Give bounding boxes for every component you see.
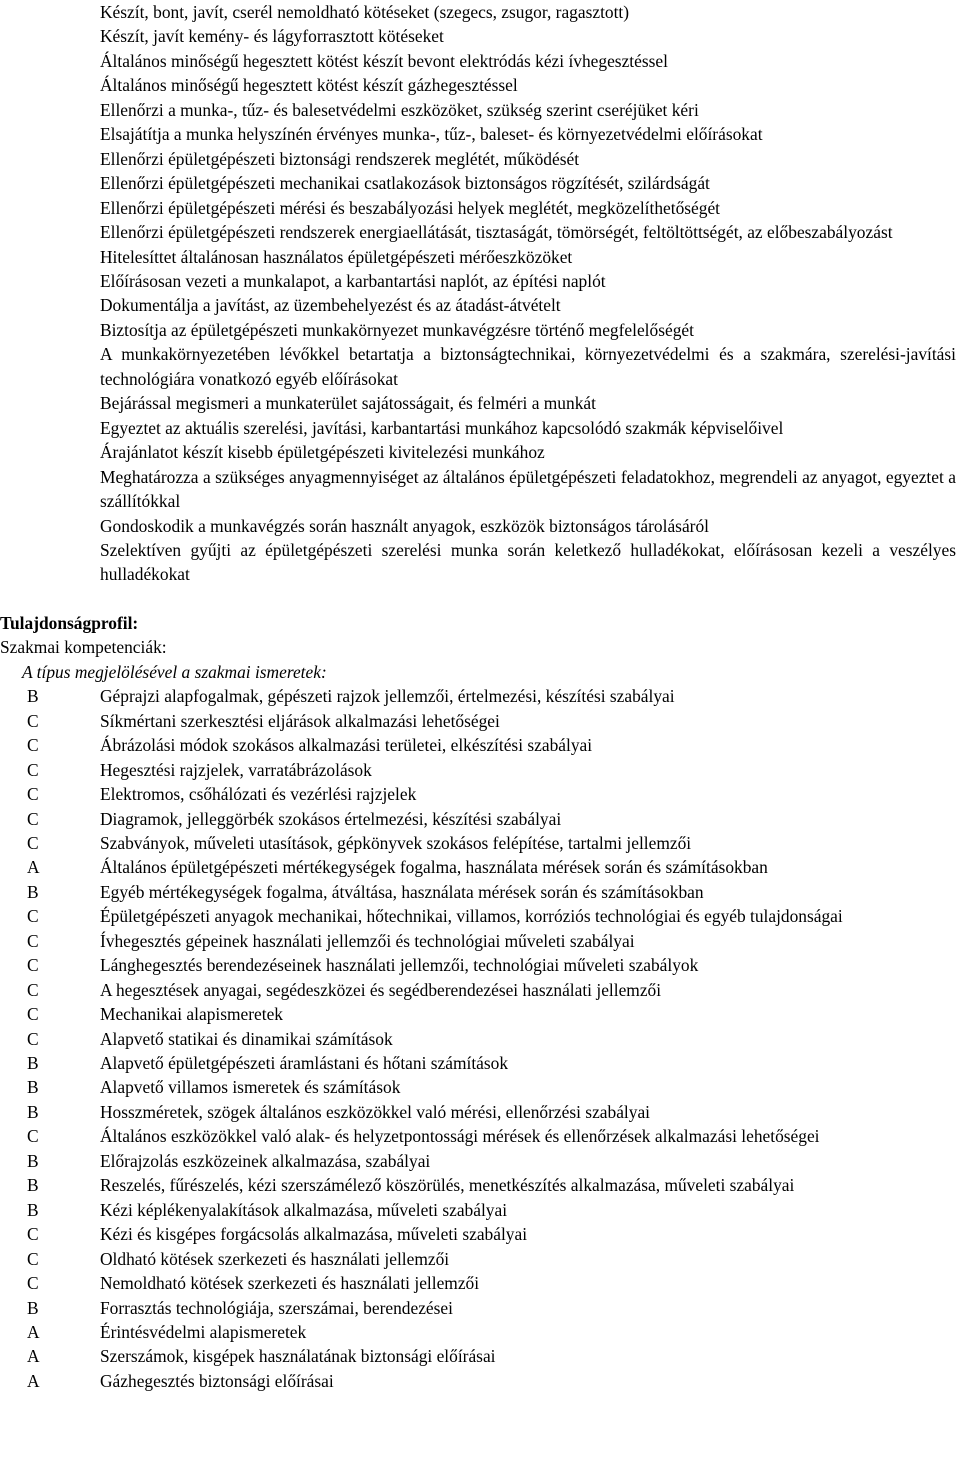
section-title: Tulajdonságprofil:	[0, 612, 139, 633]
competency-description: Alapvető statikai és dinamikai számítások	[100, 1028, 393, 1049]
competency-type-code: B	[27, 1101, 39, 1122]
competency-row	[0, 1369, 956, 1393]
competency-row	[0, 1222, 956, 1246]
competency-row	[0, 1198, 956, 1222]
competency-type-code: C	[27, 1273, 39, 1294]
competency-description: Alapvető villamos ismeretek és számítások	[100, 1077, 401, 1098]
task-item: Általános minőségű hegesztett kötést készít gázhegesztéssel	[100, 75, 518, 96]
competency-row	[0, 1149, 956, 1173]
competency-description: Síkmértani szerkesztési eljárások alkalmazási lehetőségei	[100, 710, 500, 731]
competency-description: Kézi képlékenyalakítások alkalmazása, műveleti szabályai	[100, 1199, 508, 1220]
competency-type-code: C	[27, 832, 39, 853]
task-item: Bejárással megismeri a munkaterület sajátosságait, és felméri a munkát	[100, 393, 596, 414]
competency-type-code: C	[27, 906, 39, 927]
competency-row	[0, 709, 956, 733]
competency-row	[0, 807, 956, 831]
competency-description: Ívhegesztés gépeinek használati jellemzői és technológiai műveleti szabályai	[100, 930, 635, 951]
competency-description: Szabványok, műveleti utasítások, gépkönyvek szokásos felépítése, tartalmi jellemzői	[100, 832, 692, 853]
competency-type-code: B	[27, 1077, 39, 1098]
competency-row	[0, 1344, 956, 1368]
task-item: Árajánlatot készít kisebb épületgépészeti kivitelezési munkához	[100, 442, 545, 463]
competency-row	[0, 782, 956, 806]
competency-row	[0, 758, 956, 782]
competency-type-code: C	[27, 1028, 39, 1049]
competency-type-code: B	[27, 1297, 39, 1318]
competency-type-code: B	[27, 1175, 39, 1196]
competency-intro: A típus megjelölésével a szakmai ismeretek:	[22, 661, 327, 682]
competency-type-code: C	[27, 710, 39, 731]
task-item: Biztosítja az épületgépészeti munkakörnyezet munkavégzésre történő megfelelőségét	[100, 319, 694, 340]
competency-row	[0, 978, 956, 1002]
competency-row	[0, 1100, 956, 1124]
competency-row	[0, 1124, 956, 1148]
competency-type-code: C	[27, 735, 39, 756]
competency-type-code: C	[27, 1004, 39, 1025]
competency-description: A hegesztések anyagai, segédeszközei és segédberendezései használati jellemzői	[100, 979, 662, 1000]
task-item: Készít, javít kemény- és lágyforrasztott kötéseket	[100, 26, 444, 47]
task-item: Meghatározza a szükséges anyagmennyiséget az általános épületgépészeti feladatokhoz, megrendeli az anyagot, egyeztet a szállítókkal	[100, 466, 956, 512]
competency-type-code: C	[27, 1224, 39, 1245]
task-item: Hitelesíttet általánosan használatos épületgépészeti mérőeszközöket	[100, 246, 573, 267]
task-item: Ellenőrzi épületgépészeti mechanikai csatlakozások biztonságos rögzítését, szilárdságát	[100, 173, 710, 194]
competency-type-code: C	[27, 808, 39, 829]
competency-type-code: A	[27, 1322, 40, 1343]
competency-description: Gázhegesztés biztonsági előírásai	[100, 1370, 334, 1391]
competency-row	[0, 1051, 956, 1075]
competency-type-code: B	[27, 1053, 39, 1074]
competency-row	[0, 1027, 956, 1051]
task-item: Egyeztet az aktuális szerelési, javítási, karbantartási munkához kapcsolódó szakmák képviselőivel	[100, 417, 784, 438]
task-list	[100, 0, 956, 587]
task-item: Ellenőrzi épületgépészeti rendszerek energiaellátását, tisztaságát, tömörségét, feltöltöttségét, az előbeszabályozást	[100, 222, 893, 243]
competency-row	[0, 904, 956, 928]
competency-description: Alapvető épületgépészeti áramlástani és hőtani számítások	[100, 1053, 509, 1074]
competency-row	[0, 953, 956, 977]
competency-type-code: B	[27, 1199, 39, 1220]
competency-row	[0, 1271, 956, 1295]
competency-type-code: C	[27, 979, 39, 1000]
competency-row	[0, 880, 956, 904]
competency-type-code: C	[27, 1248, 39, 1269]
competency-description: Előrajzolás eszközeinek alkalmazása, szabályai	[100, 1150, 431, 1171]
task-item: Ellenőrzi a munka-, tűz- és balesetvédelmi eszközöket, szükség szerint cseréjüket kéri	[100, 99, 699, 120]
task-item: Általános minőségű hegesztett kötést készít bevont elektródás kézi ívhegesztéssel	[100, 50, 668, 71]
competency-description: Diagramok, jelleggörbék szokásos értelmezési, készítési szabályai	[100, 808, 562, 829]
competency-description: Érintésvédelmi alapismeretek	[100, 1322, 307, 1343]
competency-description: Ábrázolási módok szokásos alkalmazási területei, elkészítési szabályai	[100, 735, 593, 756]
task-item: A munkakörnyezetében lévőkkel betartatja a biztonságtechnikai, környezetvédelmi és a szakmára, szerelési-javítási technológiára vonatkozó egyéb előírásokat	[100, 344, 956, 389]
competency-type-code: C	[27, 1126, 39, 1147]
task-item: Elsajátítja a munka helyszínén érvényes munka-, tűz-, baleset- és környezetvédelmi előírásokat	[100, 124, 763, 145]
competency-row	[0, 1320, 956, 1344]
competency-type-code: A	[27, 857, 40, 878]
competency-description: Reszelés, fűrészelés, kézi szerszámélező köszörülés, menetkészítés alkalmazása, műveleti szabályai	[100, 1175, 795, 1196]
competency-row	[0, 831, 956, 855]
section-subtitle: Szakmai kompetenciák:	[0, 637, 167, 658]
task-item: Gondoskodik a munkavégzés során használt anyagok, eszközök biztonságos tárolásáról	[100, 515, 709, 536]
competency-description: Oldható kötések szerkezeti és használati jellemzői	[100, 1248, 450, 1269]
competency-description: Lánghegesztés berendezéseinek használati jellemzői, technológiai műveleti szabályok	[100, 955, 699, 976]
competency-type-code: C	[27, 759, 39, 780]
competency-description: Nemoldható kötések szerkezeti és használati jellemzői	[100, 1273, 480, 1294]
competency-type-code: C	[27, 930, 39, 951]
competency-description: Géprajzi alapfogalmak, gépészeti rajzok jellemzői, értelmezési, készítési szabályai	[100, 686, 675, 707]
competency-description: Mechanikai alapismeretek	[100, 1004, 284, 1025]
competency-description: Hegesztési rajzjelek, varratábrázolások	[100, 759, 372, 780]
task-item: Dokumentálja a javítást, az üzembehelyezést és az átadást-átvételt	[100, 295, 561, 316]
competency-description: Épületgépészeti anyagok mechanikai, hőtechnikai, villamos, korróziós technológiai és egyéb tulajdonságai	[100, 906, 843, 927]
competency-row	[0, 929, 956, 953]
competency-type-code: B	[27, 881, 39, 902]
task-item: Készít, bont, javít, cserél nemoldható kötéseket (szegecs, zsugor, ragasztott)	[100, 2, 630, 22]
competency-description: Általános eszközökkel való alak- és helyzetpontossági mérések és ellenőrzések alkalmazási lehetőségei	[100, 1126, 820, 1147]
competency-row	[0, 1296, 956, 1320]
competency-type-code: C	[27, 784, 39, 805]
competency-description: Általános épületgépészeti mértékegységek fogalma, használata mérések során és számításokban	[100, 857, 768, 878]
competency-row	[0, 684, 956, 708]
task-item: Ellenőrzi épületgépészeti mérési és beszabályozási helyek meglétét, megközelíthetőségét	[100, 197, 721, 218]
competency-row	[0, 1247, 956, 1271]
competency-description: Egyéb mértékegységek fogalma, átváltása, használata mérések során és számításokban	[100, 881, 704, 902]
competency-list	[0, 684, 960, 1393]
competency-row	[0, 733, 956, 757]
competency-type-code: A	[27, 1346, 40, 1367]
competency-type-code: B	[27, 686, 39, 707]
competency-row	[0, 1173, 956, 1197]
competency-description: Szerszámok, kisgépek használatának biztonsági előírásai	[100, 1346, 496, 1367]
competency-row	[0, 1075, 956, 1099]
competency-description: Hosszméretek, szögek általános eszközökkel való mérési, ellenőrzési szabályai	[100, 1101, 651, 1122]
competency-type-code: B	[27, 1150, 39, 1171]
competency-row	[0, 1002, 956, 1026]
task-item: Szelektíven gyűjti az épületgépészeti szerelési munka során keletkező hulladékokat, előírásosan kezeli a veszélyes hulladékokat	[100, 539, 956, 585]
competency-type-code: C	[27, 955, 39, 976]
competency-type-code: A	[27, 1370, 40, 1391]
task-item: Ellenőrzi épületgépészeti biztonsági rendszerek meglétét, működését	[100, 148, 580, 169]
task-item: Előírásosan vezeti a munkalapot, a karbantartási naplót, az építési naplót	[100, 270, 606, 291]
competency-description: Kézi és kisgépes forgácsolás alkalmazása, műveleti szabályai	[100, 1224, 528, 1245]
competency-description: Forrasztás technológiája, szerszámai, berendezései	[100, 1297, 453, 1318]
competency-row	[0, 855, 956, 879]
competency-description: Elektromos, csőhálózati és vezérlési rajzjelek	[100, 784, 417, 805]
